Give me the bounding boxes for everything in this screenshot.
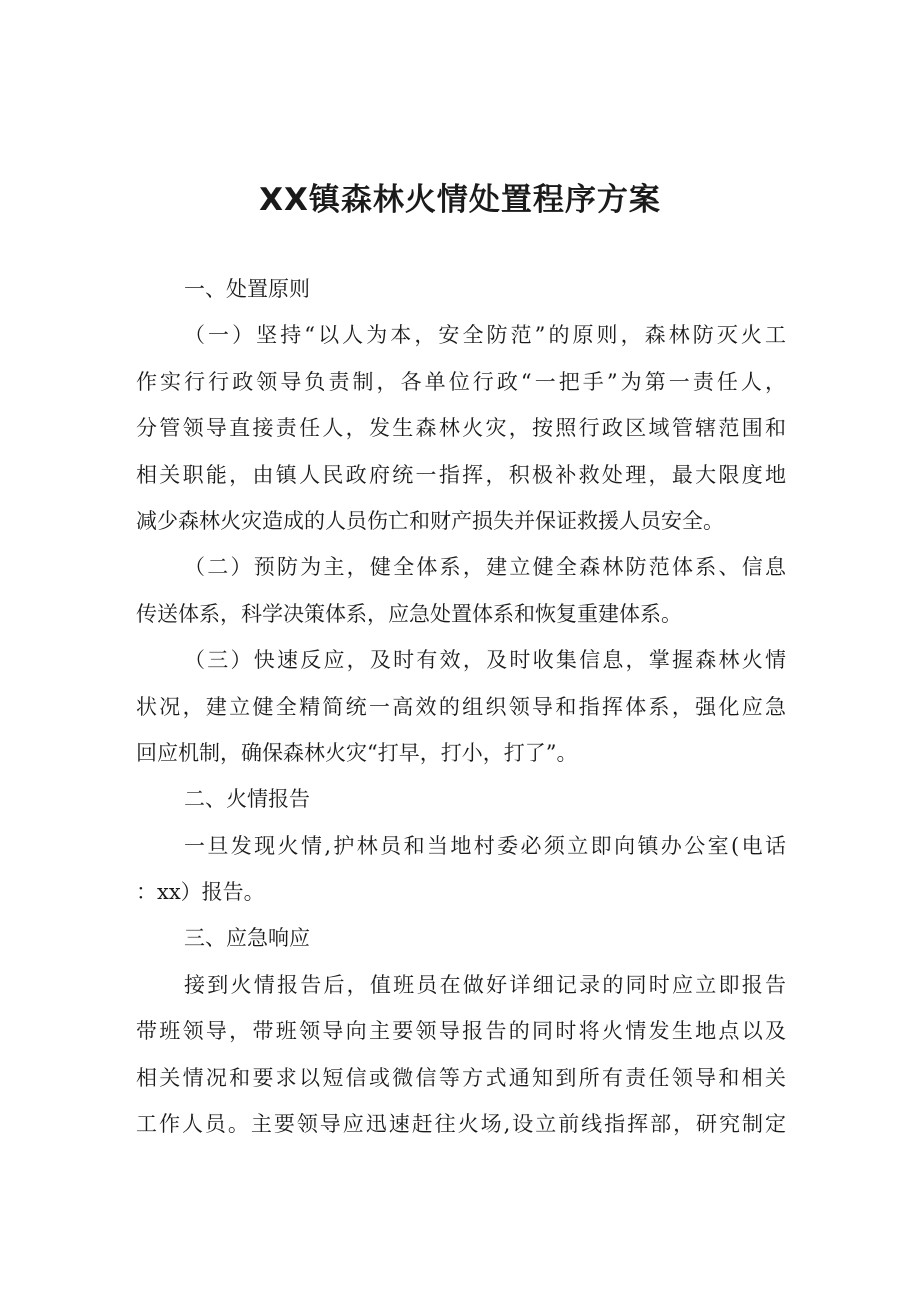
paragraph-line: 工作人员。主要领导应迅速赶往火场,设立前线指挥部，研究制定 bbox=[136, 1112, 786, 1137]
paragraph-line: ：xx）报告。 bbox=[136, 880, 265, 905]
section-heading-emergency-response: 三、应急响应 bbox=[184, 926, 310, 951]
document-body bbox=[136, 266, 786, 1147]
document-title: XX镇森林火情处置程序方案 bbox=[259, 182, 661, 218]
paragraph-line: （三）快速反应，及时有效，及时收集信息，掌握森林火情 bbox=[184, 648, 786, 673]
paragraph-line: （一）坚持“以人为本，安全防范”的原则，森林防灭火工 bbox=[184, 323, 786, 348]
paragraph-line: 传送体系，科学决策体系，应急处置体系和恢复重建体系。 bbox=[136, 601, 682, 626]
paragraph-line: 相关职能，由镇人民政府统一指挥，积极补救处理，最大限度地 bbox=[136, 462, 786, 487]
section-heading-fire-report: 二、火情报告 bbox=[184, 787, 310, 812]
paragraph-line: 状况，建立健全精简统一高效的组织领导和指挥体系，强化应急 bbox=[136, 694, 786, 719]
paragraph-line: （二）预防为主，健全体系，建立健全森林防范体系、信息 bbox=[184, 555, 786, 580]
paragraph-line: 分管领导直接责任人，发生森林火灾，按照行政区域管辖范围和 bbox=[136, 416, 786, 441]
paragraph-line: 一旦发现火情,护林员和当地村委必须立即向镇办公室(电话 bbox=[184, 833, 786, 858]
paragraph-line: 作实行行政领导负责制，各单位行政“一把手”为第一责任人， bbox=[136, 369, 786, 394]
paragraph-line: 回应机制，确保森林火灾“打早，打小，打了”。 bbox=[136, 740, 578, 765]
paragraph-line: 带班领导，带班领导向主要领导报告的同时将火情发生地点以及 bbox=[136, 1019, 786, 1044]
paragraph-line: 相关情况和要求以短信或微信等方式通知到所有责任领导和相关 bbox=[136, 1065, 786, 1090]
paragraph-line: 接到火情报告后，值班员在做好详细记录的同时应立即报告 bbox=[184, 972, 786, 997]
section-heading-principles: 一、处置原则 bbox=[184, 277, 310, 301]
paragraph-line: 减少森林火灾造成的人员伤亡和财产损失并保证救援人员安全。 bbox=[136, 508, 724, 533]
